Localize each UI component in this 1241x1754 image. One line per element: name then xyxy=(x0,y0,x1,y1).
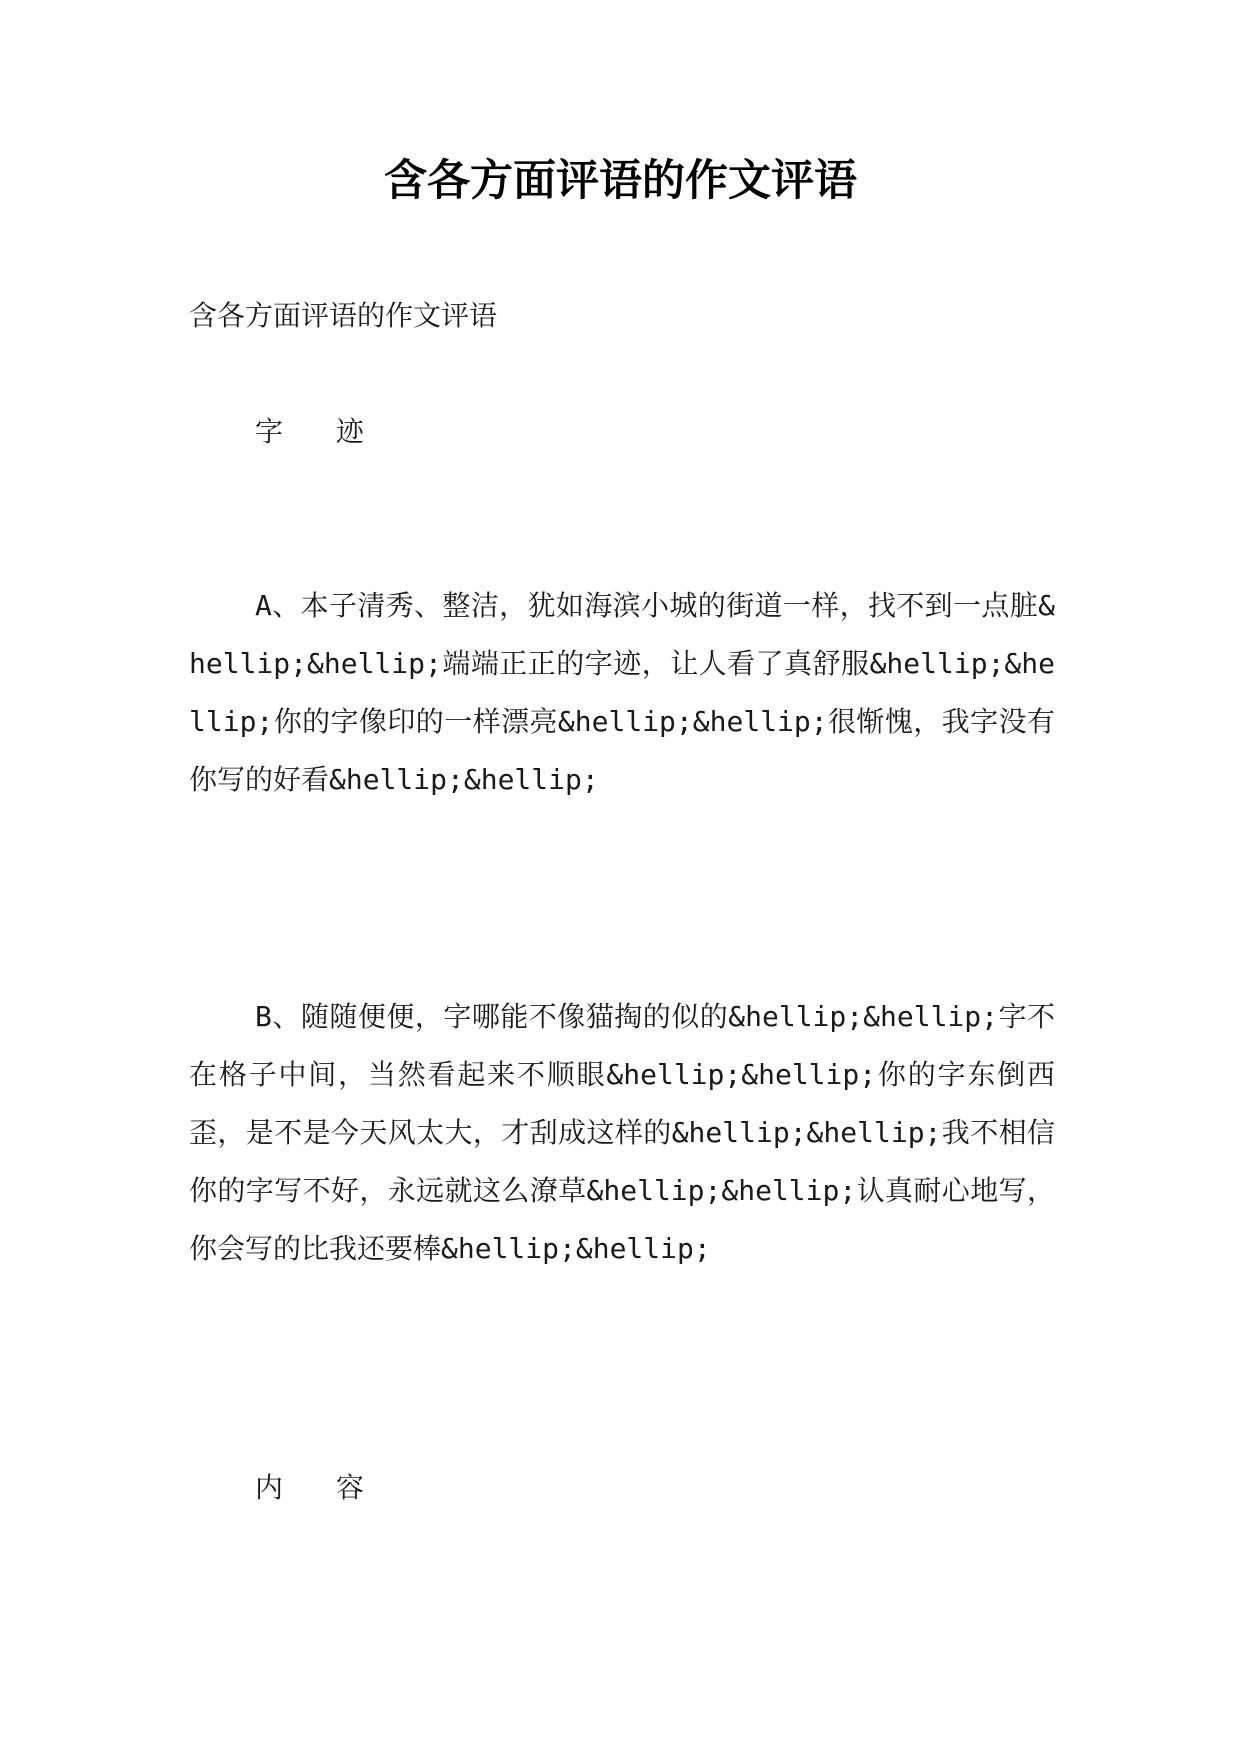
section-heading-content: 内 容 xyxy=(255,1471,382,1504)
document-title: 含各方面评语的作文评语 xyxy=(384,156,857,206)
paragraph-a: A、本子清秀、整洁，犹如海滨小城的街道一样，找不到一点脏&hellip;&hellip;端端正正的字迹，让人看了真舒服&hellip;&hellip;你的字像印的一样漂亮&hellip;&hellip;很惭愧，我字没有你写的好看&hellip;&hellip; xyxy=(189,589,1055,796)
document-subtitle: 含各方面评语的作文评语 xyxy=(189,299,498,332)
section-heading-handwriting: 字 迹 xyxy=(255,415,382,448)
paragraph-b: B、随随便便，字哪能不像猫掏的似的&hellip;&hellip;字不在格子中间，当然看起来不顺眼&hellip;&hellip;你的字东倒西歪，是不是今天风太大，才刮成这样的&hellip;&hellip;我不相信你的字写不好，永远就这么潦草&hellip;&hellip;认真耐心地写，你会写的比我还要棒&hellip;&hellip; xyxy=(189,1000,1055,1265)
